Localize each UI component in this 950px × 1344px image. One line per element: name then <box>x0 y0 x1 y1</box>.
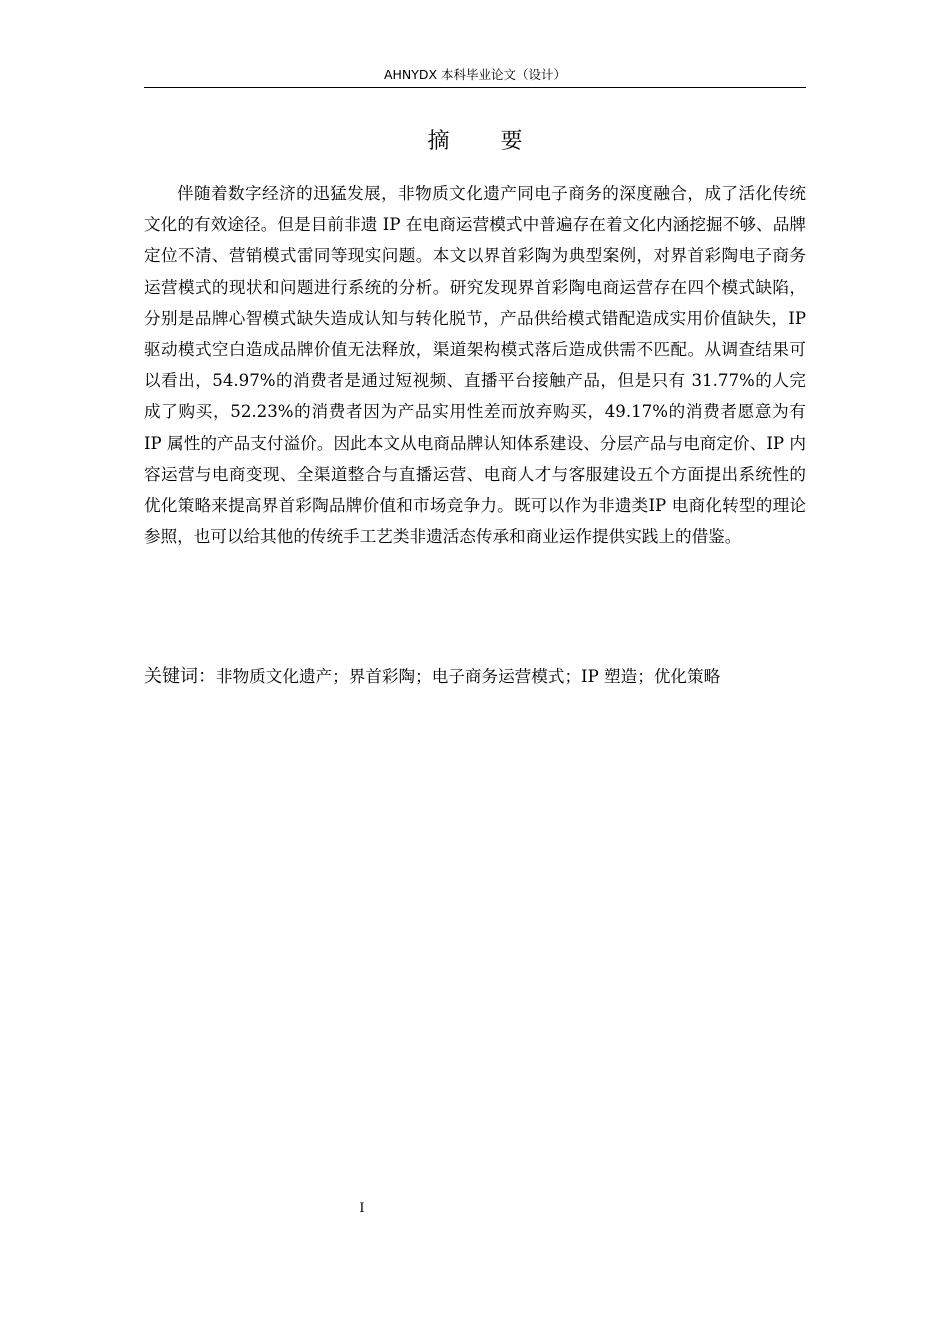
abstract-title: 摘 要 <box>427 129 545 154</box>
running-header: AHNYDX 本科毕业论文（设计） <box>383 67 567 82</box>
header-rule <box>144 87 806 88</box>
keywords-label: 关键词： <box>144 666 216 687</box>
page-number: I <box>359 1201 365 1216</box>
abstract-paragraph: 伴随着数字经济的迅猛发展，非物质文化遗产同电子商务的深度融合，成了活化传统文化的有效途径。但是目前非遗 IP 在电商运营模式中普遍存在着文化内涵挖掘不够、品牌定位不清、营销模式雷同等现实问题。本文以界首彩陶为典型案例，对界首彩陶电子商务运营模式的现状和问题进行系统的分析。研究发现界首彩陶电商运营存在四个模式缺陷，分别是品牌心智模式缺失造成认知与转化脱节，产品供给模式错配造成实用价值缺失，IP 驱动模式空白造成品牌价值无法释放，渠道架构模式落后造成供需不匹配。从调查结果可以看出，54.97%的消费者是通过短视频、直播平台接触产品，但是只有 31.77%的人完成了购买，52.23%的消费者因为产品实用性差而放弃购买，49.17%的消费者愿意为有 IP 属性的产品支付溢价。因此本文从电商品牌认知体系建设、分层产品与电商定价、IP 内容运营与电商变现、全渠道整合与直播运营、电商人才与客服建设五个方面提出系统性的优化策略来提高界首彩陶品牌价值和市场竞争力。既可以作为非遗类IP 电商化转型的理论参照，也可以给其他的传统手工艺类非遗活态传承和商业运作提供实践上的借鉴。 <box>144 184 806 547</box>
keywords-line <box>144 661 806 692</box>
keywords-text: 非物质文化遗产；界首彩陶；电子商务运营模式；IP 塑造；优化策略 <box>216 667 721 686</box>
